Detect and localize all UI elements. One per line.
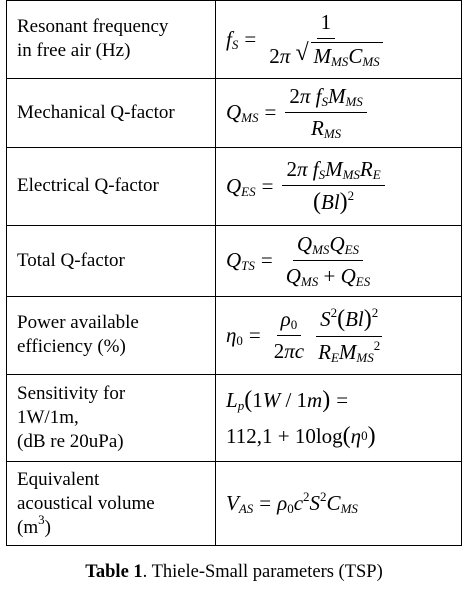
table-caption xyxy=(0,562,468,583)
row-label xyxy=(7,147,216,225)
efficiency-formula: $\eta_0$ = $\frac{\rho_0}{2\pi c}$ $\frac{S^2(Bl)^2}{R_EM_{MS}^2}$ xyxy=(216,296,462,374)
label-line: Sensitivity for xyxy=(17,382,126,404)
table-row xyxy=(7,78,462,147)
label-line: 1W/1m, xyxy=(17,406,79,428)
caption-text: . Thiele-Small parameters (TSP) xyxy=(142,562,383,582)
table-row xyxy=(7,1,462,79)
row-label xyxy=(7,78,216,147)
caption-number: Table 1 xyxy=(85,562,143,582)
label-line: efficiency (%) xyxy=(17,336,126,358)
table-row xyxy=(7,147,462,225)
resonant-frequency-formula: $f_S$ = 1 2π √ $M_{MS}C_{MS}$ xyxy=(216,1,462,79)
label-line: Power available xyxy=(17,312,139,334)
label-line: acoustical volume xyxy=(17,492,155,514)
table-row xyxy=(7,374,462,462)
row-label xyxy=(7,462,216,546)
label-line: $(m^3)$ xyxy=(17,511,51,538)
table-row xyxy=(7,225,462,296)
label-line: in free air (Hz) xyxy=(17,40,131,62)
total-q-formula: $Q_{TS}$ = $\frac{Q_{MS}Q_{ES}}{Q_{MS} + Q_{ES}}$ xyxy=(216,225,462,296)
row-label xyxy=(7,1,216,79)
electrical-q-formula: $Q_{ES}$ = $\frac{2\pi f_SM_{MS}R_E}{(Bl)^2}$ xyxy=(216,147,462,225)
label-line: Electrical Q-factor xyxy=(17,175,159,197)
label-line: Total Q-factor xyxy=(17,249,125,271)
mechanical-q-formula: $Q_{MS}$ = $\frac{2\pi f_SM_{MS}}{R_{MS}}$ xyxy=(216,78,462,147)
row-label xyxy=(7,374,216,462)
table-row xyxy=(7,462,462,546)
row-label xyxy=(7,296,216,374)
sensitivity-formula: $L_p$ ( 1 W / 1 m ) = 112,1 + 10log ( η 0 ) xyxy=(216,374,462,462)
label-line: (dB re 20uPa) xyxy=(17,430,124,452)
label-line: Resonant frequency xyxy=(17,16,169,38)
row-label xyxy=(7,225,216,296)
tsp-table xyxy=(6,0,462,546)
acoustical-volume-formula: $V_{AS}$ = $\rho_0c^2S^2C_{MS}$ xyxy=(216,462,462,546)
label-line: Mechanical Q-factor xyxy=(17,101,175,123)
label-line: Equivalent xyxy=(17,468,100,490)
table-row xyxy=(7,296,462,374)
